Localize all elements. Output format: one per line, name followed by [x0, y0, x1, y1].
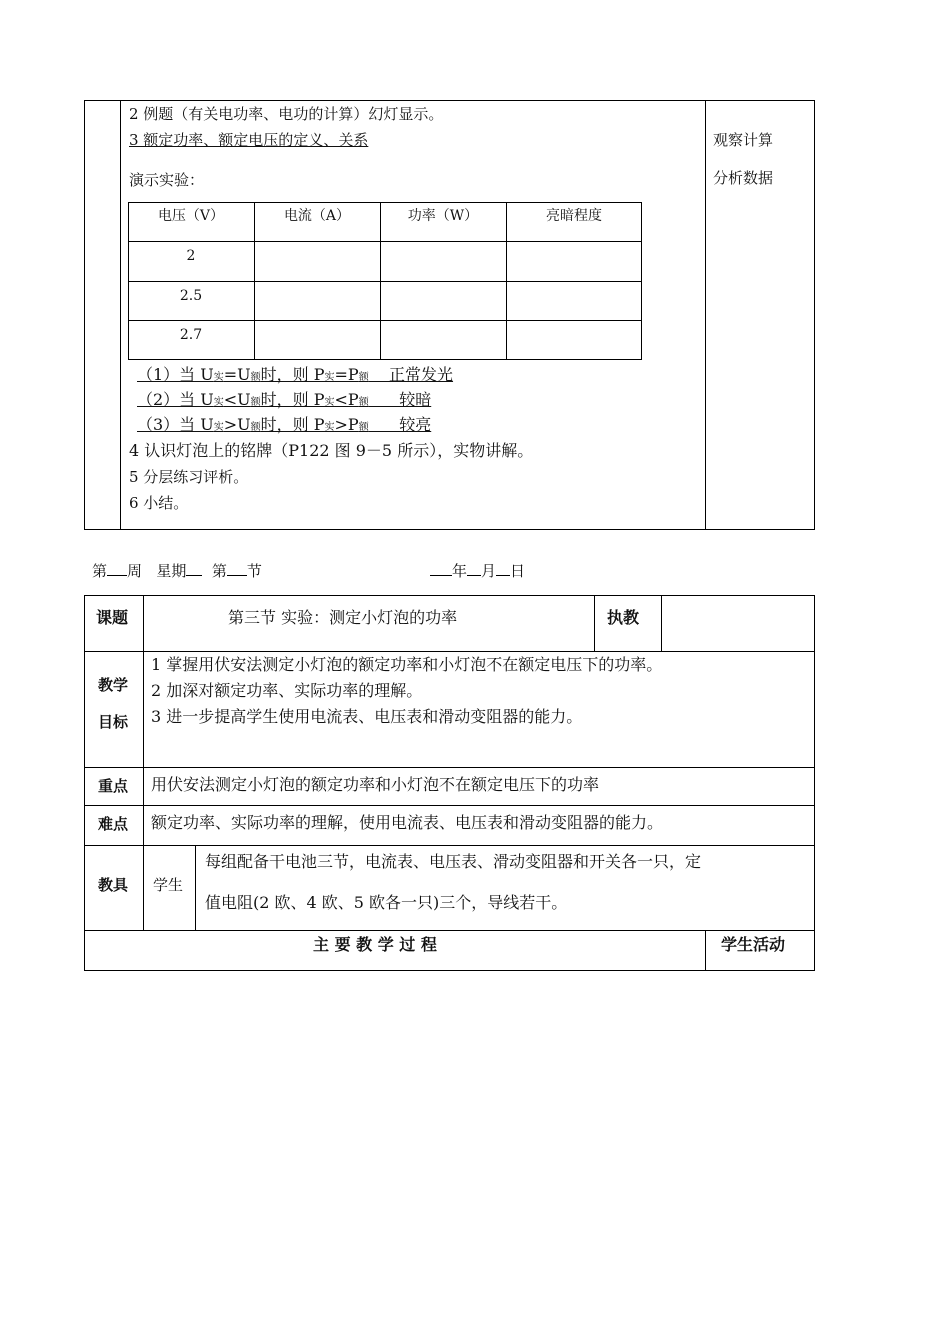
exp-header-voltage: 电压（V） — [157, 208, 225, 224]
teacher-col-divider — [594, 595, 595, 651]
lesson-row-divider — [84, 767, 815, 768]
date-line: 第 周 星期 第 节 — [92, 562, 262, 580]
lesson-row-divider — [84, 845, 815, 846]
example-line: 2 例题（有关电功率、电功的计算）幻灯显示。 — [129, 105, 444, 123]
case-line-2: （2）当 U实<U额时，则 P实<P额 较暗 — [137, 390, 432, 409]
date-fill: 年 月 日 — [430, 561, 525, 581]
exp-header-power: 功率（W） — [407, 208, 479, 224]
key-label: 重点 — [98, 777, 129, 795]
exp-row-divider — [128, 320, 642, 321]
summary-line: 6 小结。 — [129, 494, 189, 512]
tools-sub-label: 学生 — [153, 876, 184, 894]
rated-definition-line: 3 额定功率、额定电压的定义、关系 — [129, 131, 369, 149]
teacher-label: 执教 — [607, 608, 640, 627]
goal-item: 3 进一步提高学生使用电流表、电压表和滑动变阻器的能力。 — [151, 707, 583, 726]
activity-col-divider — [705, 930, 706, 971]
difficulty-point: 额定功率、实际功率的理解，使用电流表、电压表和滑动变阻器的能力。 — [151, 813, 664, 832]
exp-header-current: 电流（A） — [283, 208, 351, 224]
right-note-1: 观察计算 — [713, 131, 774, 149]
difficulty-label: 难点 — [98, 815, 129, 833]
tools-sub-divider — [195, 845, 196, 930]
demo-experiment-label: 演示实验： — [129, 171, 205, 189]
teacher-col-divider — [661, 595, 662, 651]
goals-label: 教学 — [98, 676, 129, 694]
exercise-line: 5 分层练习评析。 — [129, 468, 249, 486]
right-note-2: 分析数据 — [713, 169, 774, 187]
top-table-left-divider — [120, 100, 121, 530]
student-activity-heading: 学生活动 — [721, 935, 786, 954]
case-line-3: （3）当 U实>U额时，则 P实>P额 较亮 — [137, 415, 432, 434]
tools-text: 值电阻(2 欧、4 欧、5 欧各一只)三个，导线若干。 — [205, 893, 568, 912]
exp-row-divider — [128, 281, 642, 282]
exp-row-divider — [128, 241, 642, 242]
goals-label: 目标 — [98, 713, 129, 731]
label-col-divider — [143, 595, 144, 930]
key-point: 用伏安法测定小灯泡的额定功率和小灯泡不在额定电压下的功率 — [151, 775, 600, 794]
exp-row-voltage: 2 — [186, 248, 196, 264]
lesson-row-divider — [84, 805, 815, 806]
tools-text: 每组配备干电池三节，电流表、电压表、滑动变阻器和开关各一只，定 — [205, 852, 702, 871]
goal-item: 1 掌握用伏安法测定小灯泡的额定功率和小灯泡不在额定电压下的功率。 — [151, 655, 663, 674]
lesson-topic: 第三节 实验：测定小灯泡的功率 — [228, 608, 458, 627]
goal-item: 2 加深对额定功率、实际功率的理解。 — [151, 681, 423, 700]
case-line-1: （1）当 U实=U额时，则 P实=P额 正常发光 — [137, 365, 454, 384]
exp-row-voltage: 2.7 — [179, 327, 203, 343]
process-heading: 主 要 教 学 过 程 — [313, 935, 437, 954]
lesson-row-divider — [84, 651, 815, 652]
tools-label: 教具 — [98, 876, 129, 894]
exp-row-voltage: 2.5 — [179, 288, 203, 304]
top-table-right-divider — [705, 100, 706, 530]
exp-header-brightness: 亮暗程度 — [546, 208, 602, 224]
topic-label: 课题 — [96, 608, 129, 627]
nameplate-line: 4 认识灯泡上的铭牌（P122 图 9－5 所示），实物讲解。 — [129, 441, 534, 460]
